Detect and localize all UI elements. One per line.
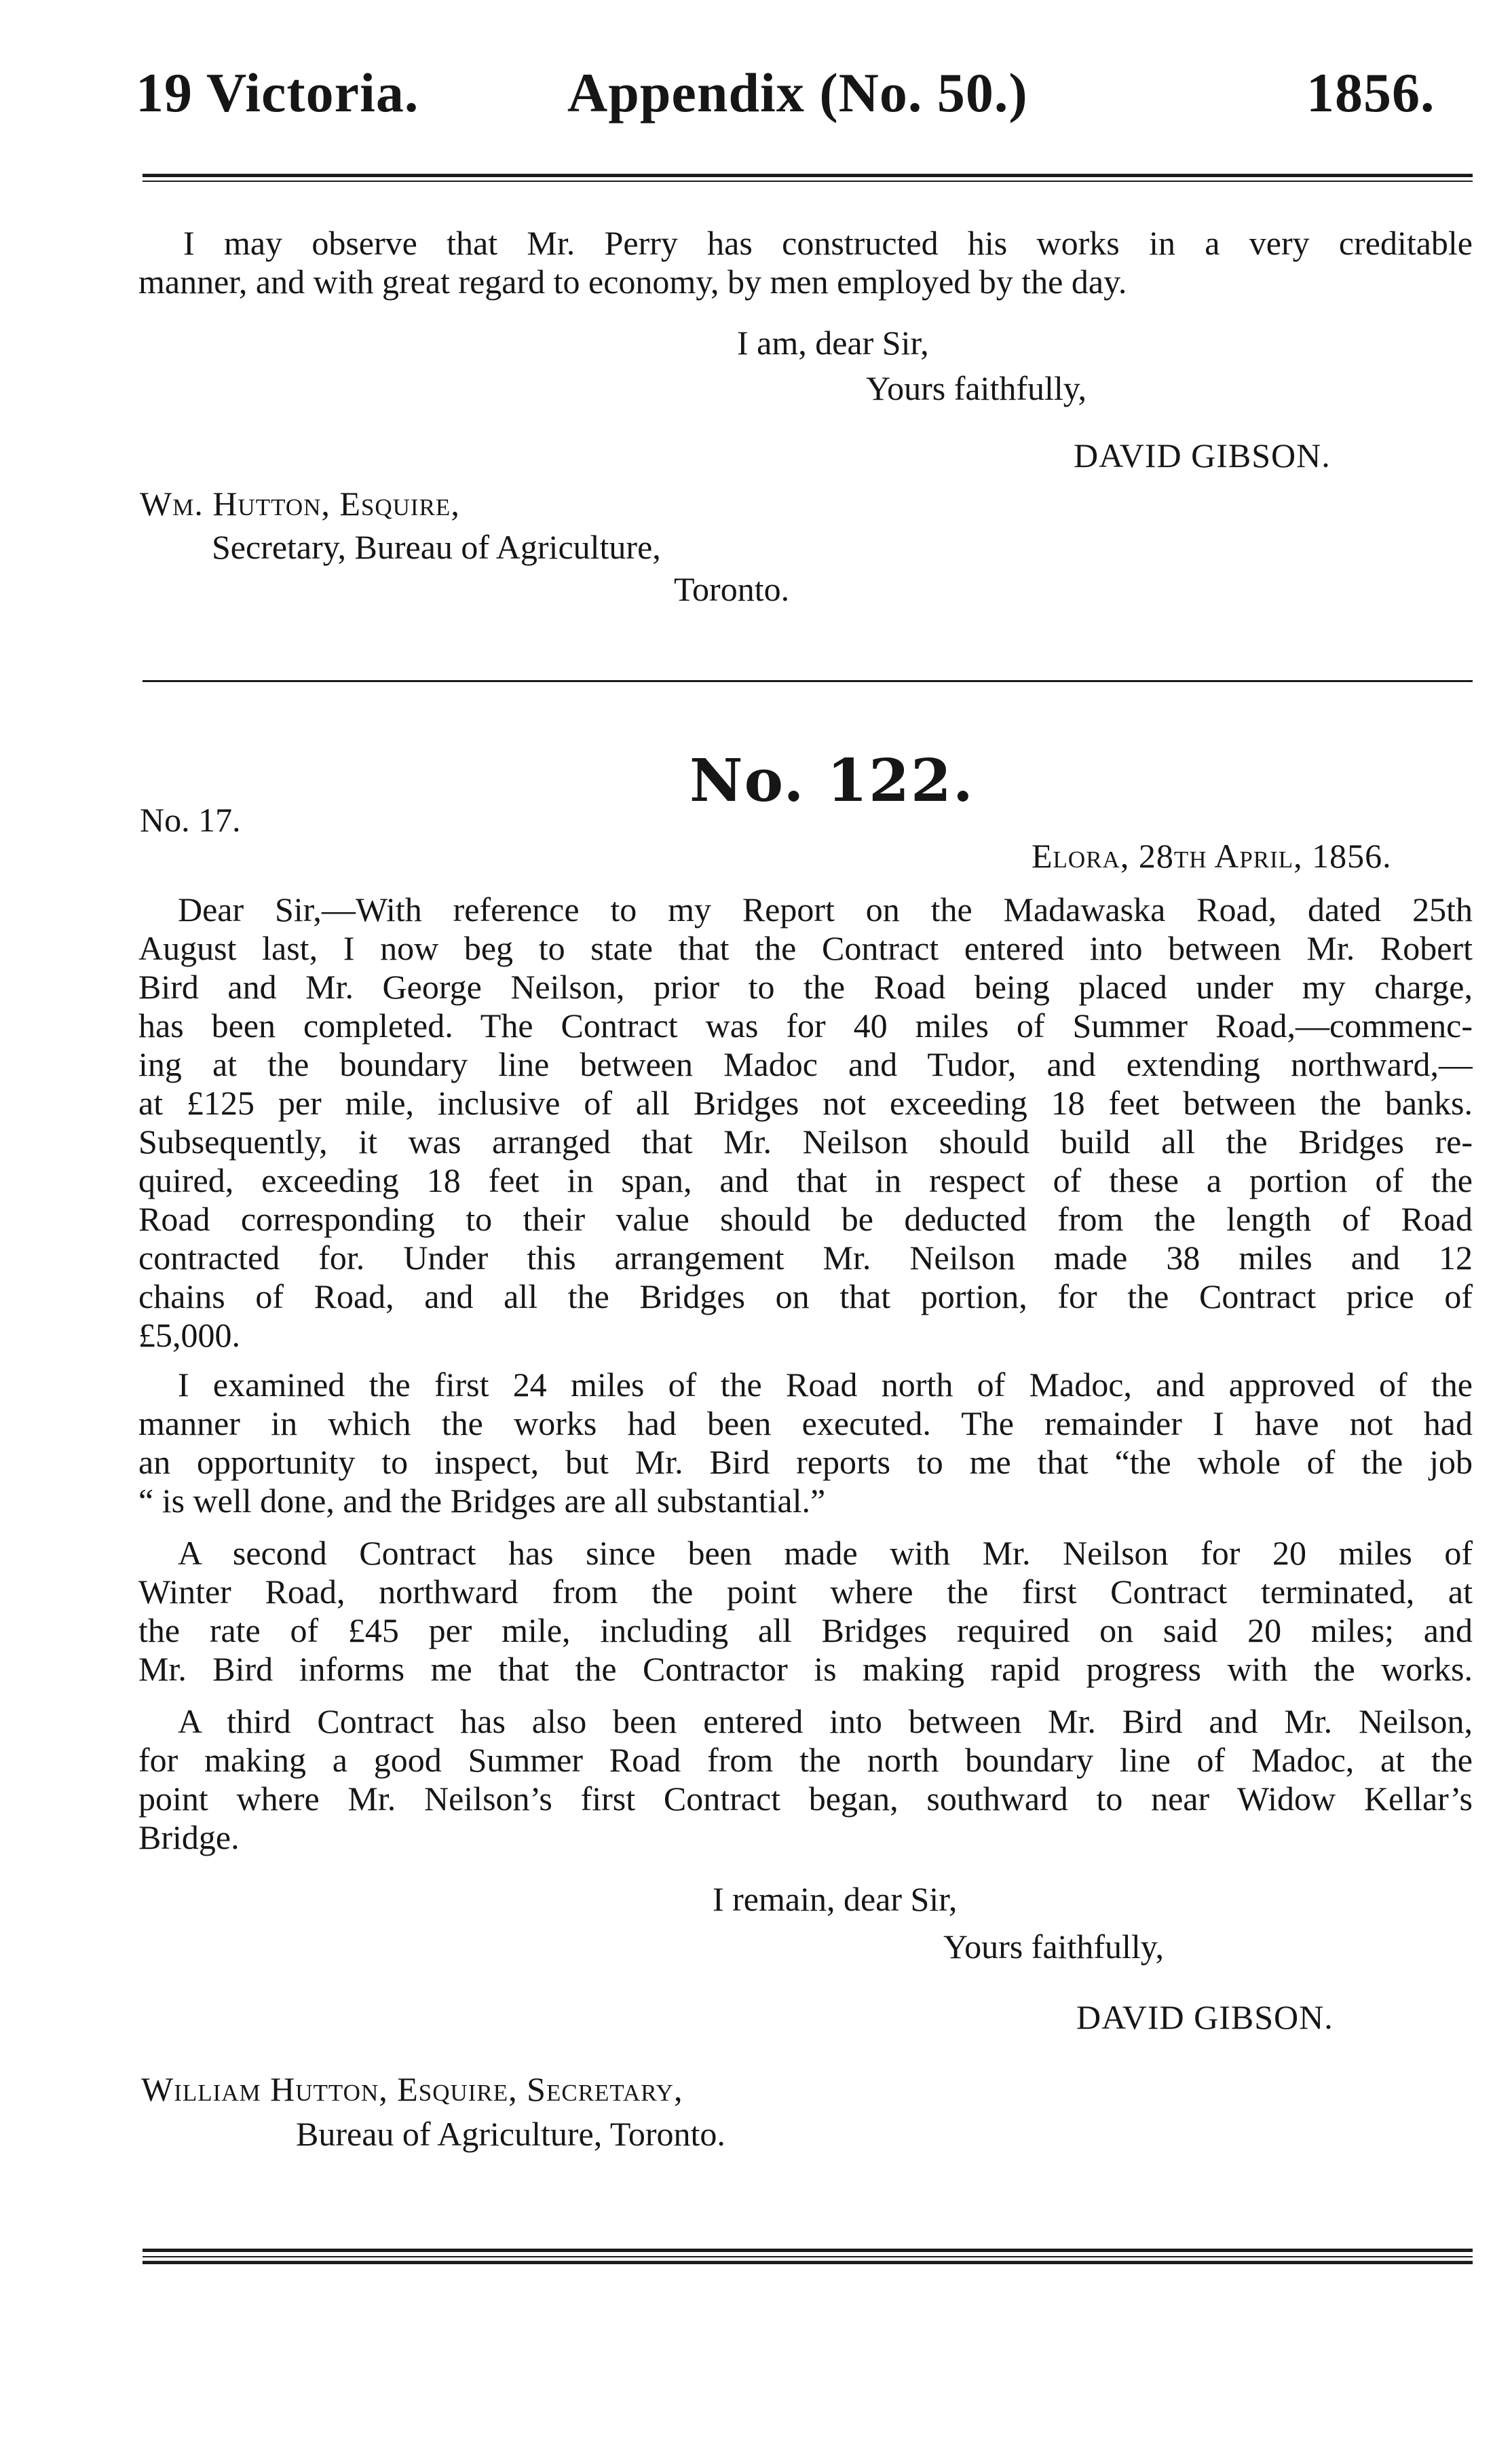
paragraph-line: A second Contract has since been made with Mr. Neilson for 20 miles of bbox=[178, 1534, 1473, 1572]
header-rule-thin bbox=[143, 181, 1473, 182]
paragraph-line: Mr. Bird informs me that the Contractor is making rapid progress with the works. bbox=[138, 1650, 1473, 1688]
paragraph-line: Winter Road, northward from the point where the first Contract terminated, at bbox=[138, 1573, 1473, 1611]
document-number-title: No. 122. bbox=[689, 747, 975, 815]
header-rule-thick bbox=[143, 174, 1473, 177]
footer-rule-thin bbox=[143, 2256, 1473, 2257]
dateline: Elora, 28th April, 1856. bbox=[1032, 837, 1392, 875]
letter2-signature: DAVID GIBSON. bbox=[1076, 1998, 1334, 2036]
section-divider bbox=[143, 680, 1473, 682]
paragraph-line: Road corresponding to their value should be deducted from the length of Road bbox=[138, 1200, 1473, 1238]
paragraph-line: August last, I now beg to state that the Contract entered into between Mr. Robert bbox=[138, 929, 1473, 967]
paragraph-line: contracted for. Under this arrangement Mr. Neilson made 38 miles and 12 bbox=[138, 1239, 1473, 1277]
paragraph-line: the rate of £45 per mile, including all Bridges required on said 20 miles; and bbox=[138, 1611, 1473, 1649]
paragraph-line: I examined the first 24 miles of the Road north of Madoc, and approved of the bbox=[178, 1366, 1473, 1404]
letter1-addressee: Wm. Hutton, Esquire, bbox=[140, 485, 460, 523]
paragraph-line: manner in which the works had been executed. The remainder I have not had bbox=[138, 1404, 1473, 1442]
paragraph-line: Dear Sir,—With reference to my Report on the Madawaska Road, dated 25th bbox=[178, 890, 1473, 928]
paragraph-line: £5,000. bbox=[138, 1316, 240, 1354]
paragraph-line: for making a good Summer Road from the north boundary line of Madoc, at the bbox=[138, 1741, 1473, 1779]
paragraph-line: A third Contract has also been entered into between Mr. Bird and Mr. Neilson, bbox=[178, 1702, 1473, 1740]
letter1-valediction: Yours faithfully, bbox=[866, 369, 1087, 407]
paragraph-line: Bird and Mr. George Neilson, prior to the Road being placed under my charge, bbox=[138, 968, 1473, 1006]
paragraph-line: Subsequently, it was arranged that Mr. Neilson should build all the Bridges re- bbox=[138, 1123, 1473, 1161]
letter1-address-line: Secretary, Bureau of Agriculture, bbox=[212, 528, 661, 566]
paragraph-line: an opportunity to inspect, but Mr. Bird reports to me that “the whole of the job bbox=[138, 1443, 1473, 1481]
footer-rule-thick bbox=[143, 2249, 1473, 2252]
letter1-body-line: manner, and with great regard to economy, by men employed by the day. bbox=[138, 263, 1127, 301]
header-appendix: Appendix (No. 50.) bbox=[567, 62, 1028, 124]
paragraph-line: Bridge. bbox=[138, 1818, 240, 1856]
paragraph-line: has been completed. The Contract was for 40 miles of Summer Road,—commenc- bbox=[138, 1007, 1473, 1045]
letter1-closing: I am, dear Sir, bbox=[737, 324, 929, 362]
letter1-address-city: Toronto. bbox=[674, 570, 790, 608]
header-session: 19 Victoria. bbox=[136, 62, 419, 124]
paragraph-line: quired, exceeding 18 feet in span, and that in respect of these a portion of the bbox=[138, 1161, 1473, 1199]
letter2-address-line: Bureau of Agriculture, Toronto. bbox=[296, 2115, 725, 2153]
letter2-closing: I remain, dear Sir, bbox=[713, 1880, 958, 1918]
paragraph-line: “ is well done, and the Bridges are all substantial.” bbox=[138, 1482, 826, 1520]
header-year: 1856. bbox=[1306, 62, 1435, 124]
paragraph-line: at £125 per mile, inclusive of all Bridges not exceeding 18 feet between the banks. bbox=[138, 1084, 1473, 1122]
footer-rule-thick bbox=[143, 2261, 1473, 2264]
letter1-body-line: I may observe that Mr. Perry has constructed his works in a very creditable bbox=[183, 224, 1473, 262]
paragraph-line: point where Mr. Neilson’s first Contract began, southward to near Widow Kellar’s bbox=[138, 1780, 1473, 1818]
paragraph-line: chains of Road, and all the Bridges on that portion, for the Contract price of bbox=[138, 1277, 1473, 1315]
letter2-addressee: William Hutton, Esquire, Secretary, bbox=[141, 2070, 683, 2108]
paragraph-line: ing at the boundary line between Madoc and Tudor, and extending northward,— bbox=[138, 1045, 1473, 1083]
side-reference-number: No. 17. bbox=[140, 801, 241, 839]
letter2-valediction: Yours faithfully, bbox=[943, 1928, 1165, 1966]
letter1-signature: DAVID GIBSON. bbox=[1074, 436, 1331, 474]
